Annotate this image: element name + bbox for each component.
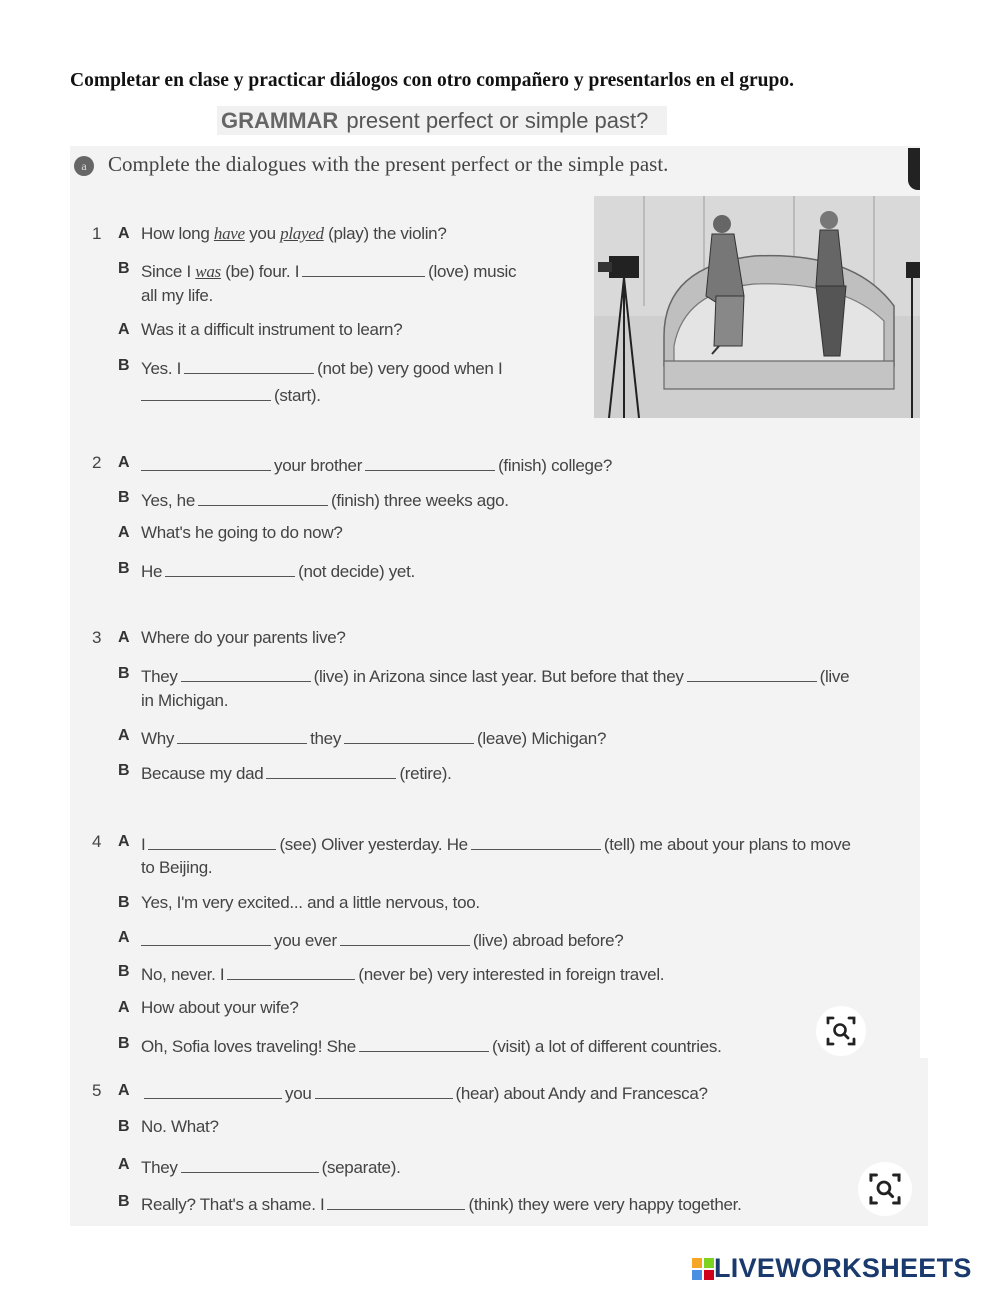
speaker: B [118,260,130,277]
dialogue-line: in Michigan. [141,691,229,710]
answer-blank[interactable] [141,453,271,471]
answer-blank[interactable] [359,1034,489,1052]
dialogue-line: Was it a difficult instrument to learn? [141,320,403,339]
speaker: A [118,225,130,242]
dialogue-line: Since I was (be) four. I (love) music [141,259,516,282]
grammar-banner [217,106,667,135]
dialogue-line: Yes. I (not be) very good when I [141,356,502,379]
dialogue-4-number: 4 [92,832,102,851]
dialogue-line: He (not decide) yet. [141,559,415,582]
answer-blank[interactable] [198,488,328,506]
speaker: A [118,727,130,744]
speaker: A [118,524,130,541]
dialogue-3-number: 3 [92,628,102,647]
exercise-instruction: Complete the dialogues with the present perfect or the simple past. [108,152,669,176]
speaker: B [118,357,130,374]
dialogue-line: (start). [141,383,321,406]
dialogue-line: How long have you played (play) the violin? [141,224,447,243]
dialogue-2-number: 2 [92,453,102,472]
example-answer: was [195,262,221,281]
speaker: A [118,1156,130,1173]
dialogue-line: you (hear) about Andy and Francesca? [141,1081,708,1104]
dialogue-line: How about your wife? [141,998,299,1017]
dialogue-5-number: 5 [92,1081,102,1100]
answer-blank[interactable] [227,962,355,980]
speaker: B [118,665,130,682]
dialogue-line: you ever (live) abroad before? [141,928,623,951]
answer-blank[interactable] [687,664,817,682]
dialogue-line: What's he going to do now? [141,523,343,542]
answer-blank[interactable] [165,559,295,577]
speaker: A [118,833,130,850]
answer-blank[interactable] [181,664,311,682]
answer-blank[interactable] [315,1081,453,1099]
answer-blank[interactable] [365,453,495,471]
answer-blank[interactable] [340,928,470,946]
speaker: A [118,929,130,946]
dialogue-line: Why they (leave) Michigan? [141,726,606,749]
speaker: A [118,1082,130,1099]
dialogue-line: They (separate). [141,1155,401,1178]
dialogue-line: Yes, he (finish) three weeks ago. [141,488,509,511]
answer-blank[interactable] [177,726,307,744]
speaker: A [118,999,130,1016]
answer-blank[interactable] [266,761,396,779]
visual-search-icon[interactable] [858,1162,912,1216]
speaker: B [118,762,130,779]
answer-blank[interactable] [471,832,601,850]
dialogue-line: Where do your parents live? [141,628,346,647]
speaker: B [118,1118,130,1135]
answer-blank[interactable] [344,726,474,744]
example-answer: have [213,224,245,243]
dialogue-line: They (live) in Arizona since last year. But before that they (live [141,664,849,687]
speaker: B [118,1035,130,1052]
dialogue-line: to Beijing. [141,858,213,877]
speaker: B [118,963,130,980]
dialogue-1-number: 1 [92,224,102,243]
dialogue-line: your brother (finish) college? [141,453,612,476]
exercise-title [74,152,668,177]
page-edge-shadow [908,148,920,190]
answer-blank[interactable] [141,928,271,946]
answer-blank[interactable] [141,383,271,401]
speaker: A [118,629,130,646]
dialogue-line: I (see) Oliver yesterday. He (tell) me about your plans to move [141,832,851,855]
dialogue-line: Really? That's a shame. I (think) they were very happy together. [141,1192,742,1215]
dialogue-line: Oh, Sofia loves traveling! She (visit) a lot of different countries. [141,1034,722,1057]
answer-blank[interactable] [144,1081,282,1099]
logo-grid-icon [692,1258,714,1280]
answer-blank[interactable] [181,1155,319,1173]
dialogue-line: Because my dad (retire). [141,761,452,784]
speaker: A [118,321,130,338]
speaker: B [118,1193,130,1210]
answer-blank[interactable] [148,832,276,850]
speaker: B [118,894,130,911]
answer-blank[interactable] [327,1192,465,1210]
example-answer: played [280,224,324,243]
grammar-topic: present perfect or simple past? [346,108,649,133]
dialogue-line: No. What? [141,1117,219,1136]
liveworksheets-logo [692,1253,972,1284]
speaker: B [118,489,130,506]
exercise-bullet: a [74,156,94,176]
dialogue-line: all my life. [141,286,213,305]
dialogue-line: Yes, I'm very excited... and a little nervous, too. [141,893,480,912]
logo-text: LIVEWORKSHEETS [714,1253,972,1283]
instruction-text: Completar en clase y practicar diálogos con otro compañero y presentarlos en el grupo. [70,70,794,91]
speaker: A [118,454,130,471]
tv-interview-illustration [594,196,920,418]
dialogue-line: No, never. I (never be) very interested in foreign travel. [141,962,664,985]
grammar-label: GRAMMAR [221,108,339,133]
answer-blank[interactable] [184,356,314,374]
speaker: B [118,560,130,577]
visual-search-icon[interactable] [816,1006,866,1056]
answer-blank[interactable] [302,259,425,277]
